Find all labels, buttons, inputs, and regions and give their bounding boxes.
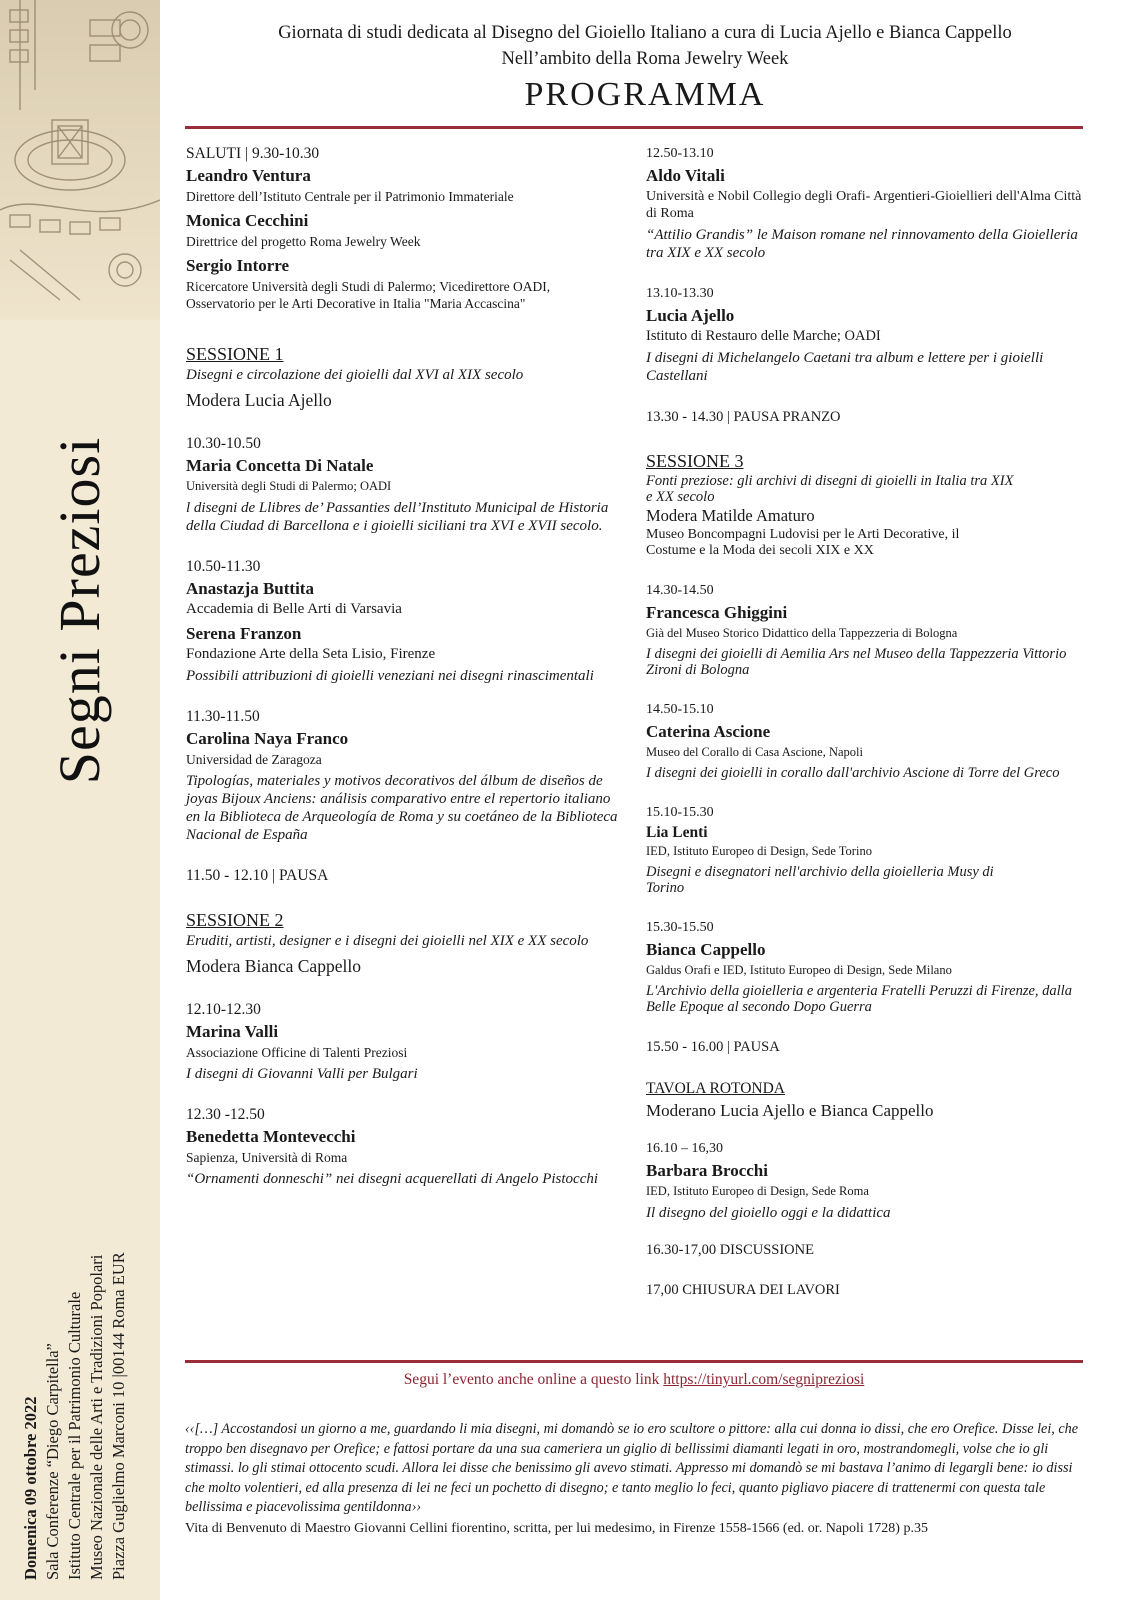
speaker-name: Lucia Ajello <box>646 306 735 325</box>
event-link[interactable]: https://tinyurl.com/segnipreziosi <box>663 1371 865 1388</box>
sidebar <box>0 0 160 1600</box>
time-slot: 14.30-14.50 <box>646 583 714 598</box>
session-label: SESSIONE 1 <box>186 344 284 364</box>
speaker-affiliation: Università degli Studi di Palermo; OADI <box>186 479 392 493</box>
program-right-column <box>646 144 1086 1322</box>
talk-title: l disegni de Llibres de’ Passanties dell’Instituto Municipal de Historia della Ciudad di Barcellona e i gioielli siciliani tra XVI e XVII secolo. <box>186 500 609 534</box>
program-left-column <box>186 144 618 1210</box>
time-slot: 12.10-12.30 <box>186 1001 261 1018</box>
talk-title: I disegni dei gioielli in corallo dall'archivio Ascione di Torre del Greco <box>646 765 1060 781</box>
talk-block <box>646 581 1086 678</box>
speaker-affiliation: Istituto di Restauro delle Marche; OADI <box>646 328 881 344</box>
discussion-block <box>646 1240 1086 1260</box>
session-3-block <box>646 449 1086 559</box>
speaker-affiliation: Sapienza, Università di Roma <box>186 1150 348 1165</box>
session-moderator: Modera Lucia Ajello <box>186 390 332 410</box>
speaker-name: Barbara Brocchi <box>646 1161 768 1180</box>
speaker-name: Francesca Ghiggini <box>646 603 788 622</box>
talk-block <box>186 1105 618 1188</box>
time-slot: 14.50-15.10 <box>646 702 714 717</box>
talk-block <box>646 1139 1086 1222</box>
speaker-name: Caterina Ascione <box>646 722 771 741</box>
venue-institute: Istituto Centrale per il Patrimonio Culturale <box>65 1291 84 1580</box>
break-time: 15.50 - 16.00 | PAUSA <box>646 1039 780 1055</box>
talk-title: “Ornamenti donneschi” nei disegni acquerellati di Angelo Pistocchi <box>186 1171 599 1187</box>
time-slot: 16.10 – 16,30 <box>646 1141 723 1156</box>
online-notice <box>185 1371 1083 1389</box>
discussion-time: 16.30-17,00 DISCUSSIONE <box>646 1242 814 1258</box>
session-title: Eruditi, artisti, designer e i disegni dei gioielli nel XIX e XX secolo <box>186 933 589 949</box>
talk-block <box>186 557 618 685</box>
speaker-affiliation: Galdus Orafi e IED, Istituto Europeo di Design, Sede Milano <box>646 963 952 977</box>
session-title: Fonti preziose: gli archivi di disegni di gioielli in Italia tra XIX e XX secolo <box>646 473 1014 505</box>
speaker-affiliation: Direttrice del progetto Roma Jewelry Week <box>186 234 421 249</box>
talk-title: Il disegno del gioiello oggi e la didattica <box>646 1205 891 1221</box>
talk-block <box>646 803 1086 896</box>
online-text: Segui l’evento anche online a questo link <box>403 1371 660 1388</box>
speaker-name: Benedetta Montevecchi <box>186 1127 356 1146</box>
speaker-name: Serena Franzon <box>186 624 302 643</box>
session-1-block <box>186 342 618 412</box>
session-label: SESSIONE 3 <box>646 451 744 471</box>
talk-block <box>186 707 618 844</box>
session-2-block <box>186 908 618 978</box>
session-moderator: Moderano Lucia Ajello e Bianca Cappello <box>646 1101 934 1120</box>
talk-title: I disegni di Giovanni Valli per Bulgari <box>186 1066 418 1082</box>
closing-time: 17,00 CHIUSURA DEI LAVORI <box>646 1282 840 1298</box>
time-slot: 12.50-13.10 <box>646 146 714 161</box>
event-date: Domenica 09 ottobre 2022 <box>21 1396 40 1580</box>
talk-title: Tipologías, materiales y motivos decorativos del álbum de diseños de joyas Bijoux Anciens: análisis comparativo entre el repertorio italiano en la Biblioteca de Arqueología de Roma y su coetáneo de la Biblioteca Nacional de España <box>186 773 618 843</box>
talk-block <box>646 918 1086 1015</box>
session-title: Disegni e circolazione dei gioielli dal XVI al XIX secolo <box>186 367 524 383</box>
cellini-quote: ‹‹[…] Accostandosi un giorno a me, guardando li mia disegni, mi domandò se io ero scultore o pittore: alla cui donna io dissi, che ero Orefice. Disse lei, che troppo ben disegnavo per Orefice; e fattosi portare da una sua cameriera un giglio di bellissimi diamanti legati in oro, mostrandomegli, volse che io gli stimassi. lo gli stimai ottocento scudi. Allora lei disse che benissimo gli avevo stimati. Appresso mi domandò se mi bastava l’animo di legargli bene: io dissi che molto volentieri, ed alla presenza di lei ne feci un pochetto di disegno; e tanto meglio lo feci, quanto pigliavo piacere di trattenermi con questa tale bellissima e piacevolissima gentildonna›› <box>185 1421 1079 1515</box>
talk-title: I disegni di Michelangelo Caetani tra album e lettere per i gioielli Castellani <box>646 350 1044 384</box>
time-slot: 13.10-13.30 <box>646 286 714 301</box>
time-slot: 12.30 -12.50 <box>186 1106 265 1123</box>
break-time: 13.30 - 14.30 | PAUSA PRANZO <box>646 409 841 425</box>
speaker-name: Maria Concetta Di Natale <box>186 456 374 475</box>
session-label: SESSIONE 2 <box>186 910 284 930</box>
time-slot: 15.10-15.30 <box>646 805 714 820</box>
speaker-affiliation: Museo del Corallo di Casa Ascione, Napoli <box>646 745 863 759</box>
header-subtitle: Giornata di studi dedicata al Disegno del Gioiello Italiano a cura di Lucia Ajello e Bianca Cappello <box>278 23 1012 43</box>
speaker-name: Lia Lenti <box>646 824 708 841</box>
top-divider <box>185 126 1083 129</box>
speaker-affiliation: Ricercatore Università degli Studi di Palermo; Vicedirettore OADI, Osservatorio per le Arti Decorative in Italia "Maria Accascina" <box>186 279 551 311</box>
talk-block <box>186 434 618 535</box>
time-slot: 15.30-15.50 <box>646 920 714 935</box>
speaker-affiliation: Universidad de Zaragoza <box>186 752 322 767</box>
talk-block <box>646 284 1086 385</box>
speaker-affiliation: Università e Nobil Collegio degli Orafi- Argentieri-Gioiellieri dell'Alma Città di Roma <box>646 189 1082 221</box>
header <box>185 20 1105 114</box>
time-slot: SALUTI | 9.30-10.30 <box>186 145 320 162</box>
time-slot: 10.30-10.50 <box>186 435 261 452</box>
talk-block <box>646 144 1086 262</box>
speaker-name: Marina Valli <box>186 1022 279 1041</box>
event-title-vertical <box>40 405 120 815</box>
speaker-name: Carolina Naya Franco <box>186 729 349 748</box>
saluti-block <box>186 144 618 312</box>
closing-block <box>646 1280 1086 1300</box>
break-time: 11.50 - 12.10 | PAUSA <box>186 867 329 884</box>
time-slot: 10.50-11.30 <box>186 558 261 575</box>
talk-title: I disegni dei gioielli di Aemilia Ars nel Museo della Tappezzeria Vittorio Zironi di Bologna <box>646 646 1067 678</box>
lunch-break-block <box>646 407 1086 427</box>
speaker-name: Anastazja Buttita <box>186 579 314 598</box>
speaker-affiliation: Direttore dell’Istituto Centrale per il Patrimonio Immateriale <box>186 189 514 204</box>
moderator-affiliation: Museo Boncompagni Ludovisi per le Arti Decorative, il Costume e la Moda dei secoli XIX e XX <box>646 527 960 558</box>
session-label: TAVOLA ROTONDA <box>646 1080 785 1097</box>
venue-room: Sala Conferenze “Diego Carpitella” <box>43 1343 62 1580</box>
speaker-affiliation: Associazione Officine di Talenti Preziosi <box>186 1045 408 1060</box>
speaker-affiliation: Fondazione Arte della Seta Lisio, Firenze <box>186 646 436 662</box>
speaker-name: Leandro Ventura <box>186 166 311 185</box>
speaker-affiliation: IED, Istituto Europeo di Design, Sede Torino <box>646 844 872 858</box>
time-slot: 11.30-11.50 <box>186 708 260 725</box>
round-table-block <box>646 1079 1086 1123</box>
venue-address: Piazza Guglielmo Marconi 10 |00144 Roma EUR <box>109 1252 128 1580</box>
venue-info-vertical <box>20 1160 150 1580</box>
session-moderator: Modera Bianca Cappello <box>186 956 361 976</box>
break-block <box>186 866 618 886</box>
speaker-name: Aldo Vitali <box>646 166 725 185</box>
page-title: PROGRAMMA <box>524 76 766 113</box>
session-moderator: Modera Matilde Amaturo <box>646 506 815 525</box>
speaker-name: Monica Cecchini <box>186 211 309 230</box>
talk-title: L'Archivio della gioielleria e argenteria Fratelli Peruzzi di Firenze, dalla Belle Epoque al secondo Dopo Guerra <box>646 983 1072 1015</box>
bottom-divider <box>185 1360 1083 1363</box>
break-block <box>646 1037 1086 1057</box>
quote-citation: Vita di Benvenuto di Maestro Giovanni Cellini fiorentino, scritta, per lui medesimo, in Firenze 1558-1566 (ed. or. Napoli 1728) p.35 <box>185 1521 928 1536</box>
speaker-affiliation: Accademia di Belle Arti di Varsavia <box>186 601 402 617</box>
speaker-name: Sergio Intorre <box>186 256 290 275</box>
speaker-affiliation: Già del Museo Storico Didattico della Tappezzeria di Bologna <box>646 626 958 640</box>
talk-title: “Attilio Grandis” le Maison romane nel rinnovamento della Gioielleria tra XIX e XX secolo <box>646 227 1078 261</box>
speaker-affiliation: IED, Istituto Europeo di Design, Sede Roma <box>646 1184 869 1198</box>
venue-museum: Museo Nazionale delle Arti e Tradizioni Popolari <box>87 1254 106 1580</box>
talk-block <box>186 1000 618 1083</box>
speaker-name: Bianca Cappello <box>646 940 766 959</box>
jewelry-drawing-illustration <box>0 0 160 320</box>
talk-block <box>646 700 1086 781</box>
talk-title: Disegni e disegnatori nell'archivio della gioielleria Musy di Torino <box>646 864 994 896</box>
talk-title: Possibili attribuzioni di gioielli veneziani nei disegni rinascimentali <box>186 668 594 684</box>
event-title: Segni Preziosi <box>47 436 113 784</box>
header-context: Nell’ambito della Roma Jewelry Week <box>501 49 789 69</box>
